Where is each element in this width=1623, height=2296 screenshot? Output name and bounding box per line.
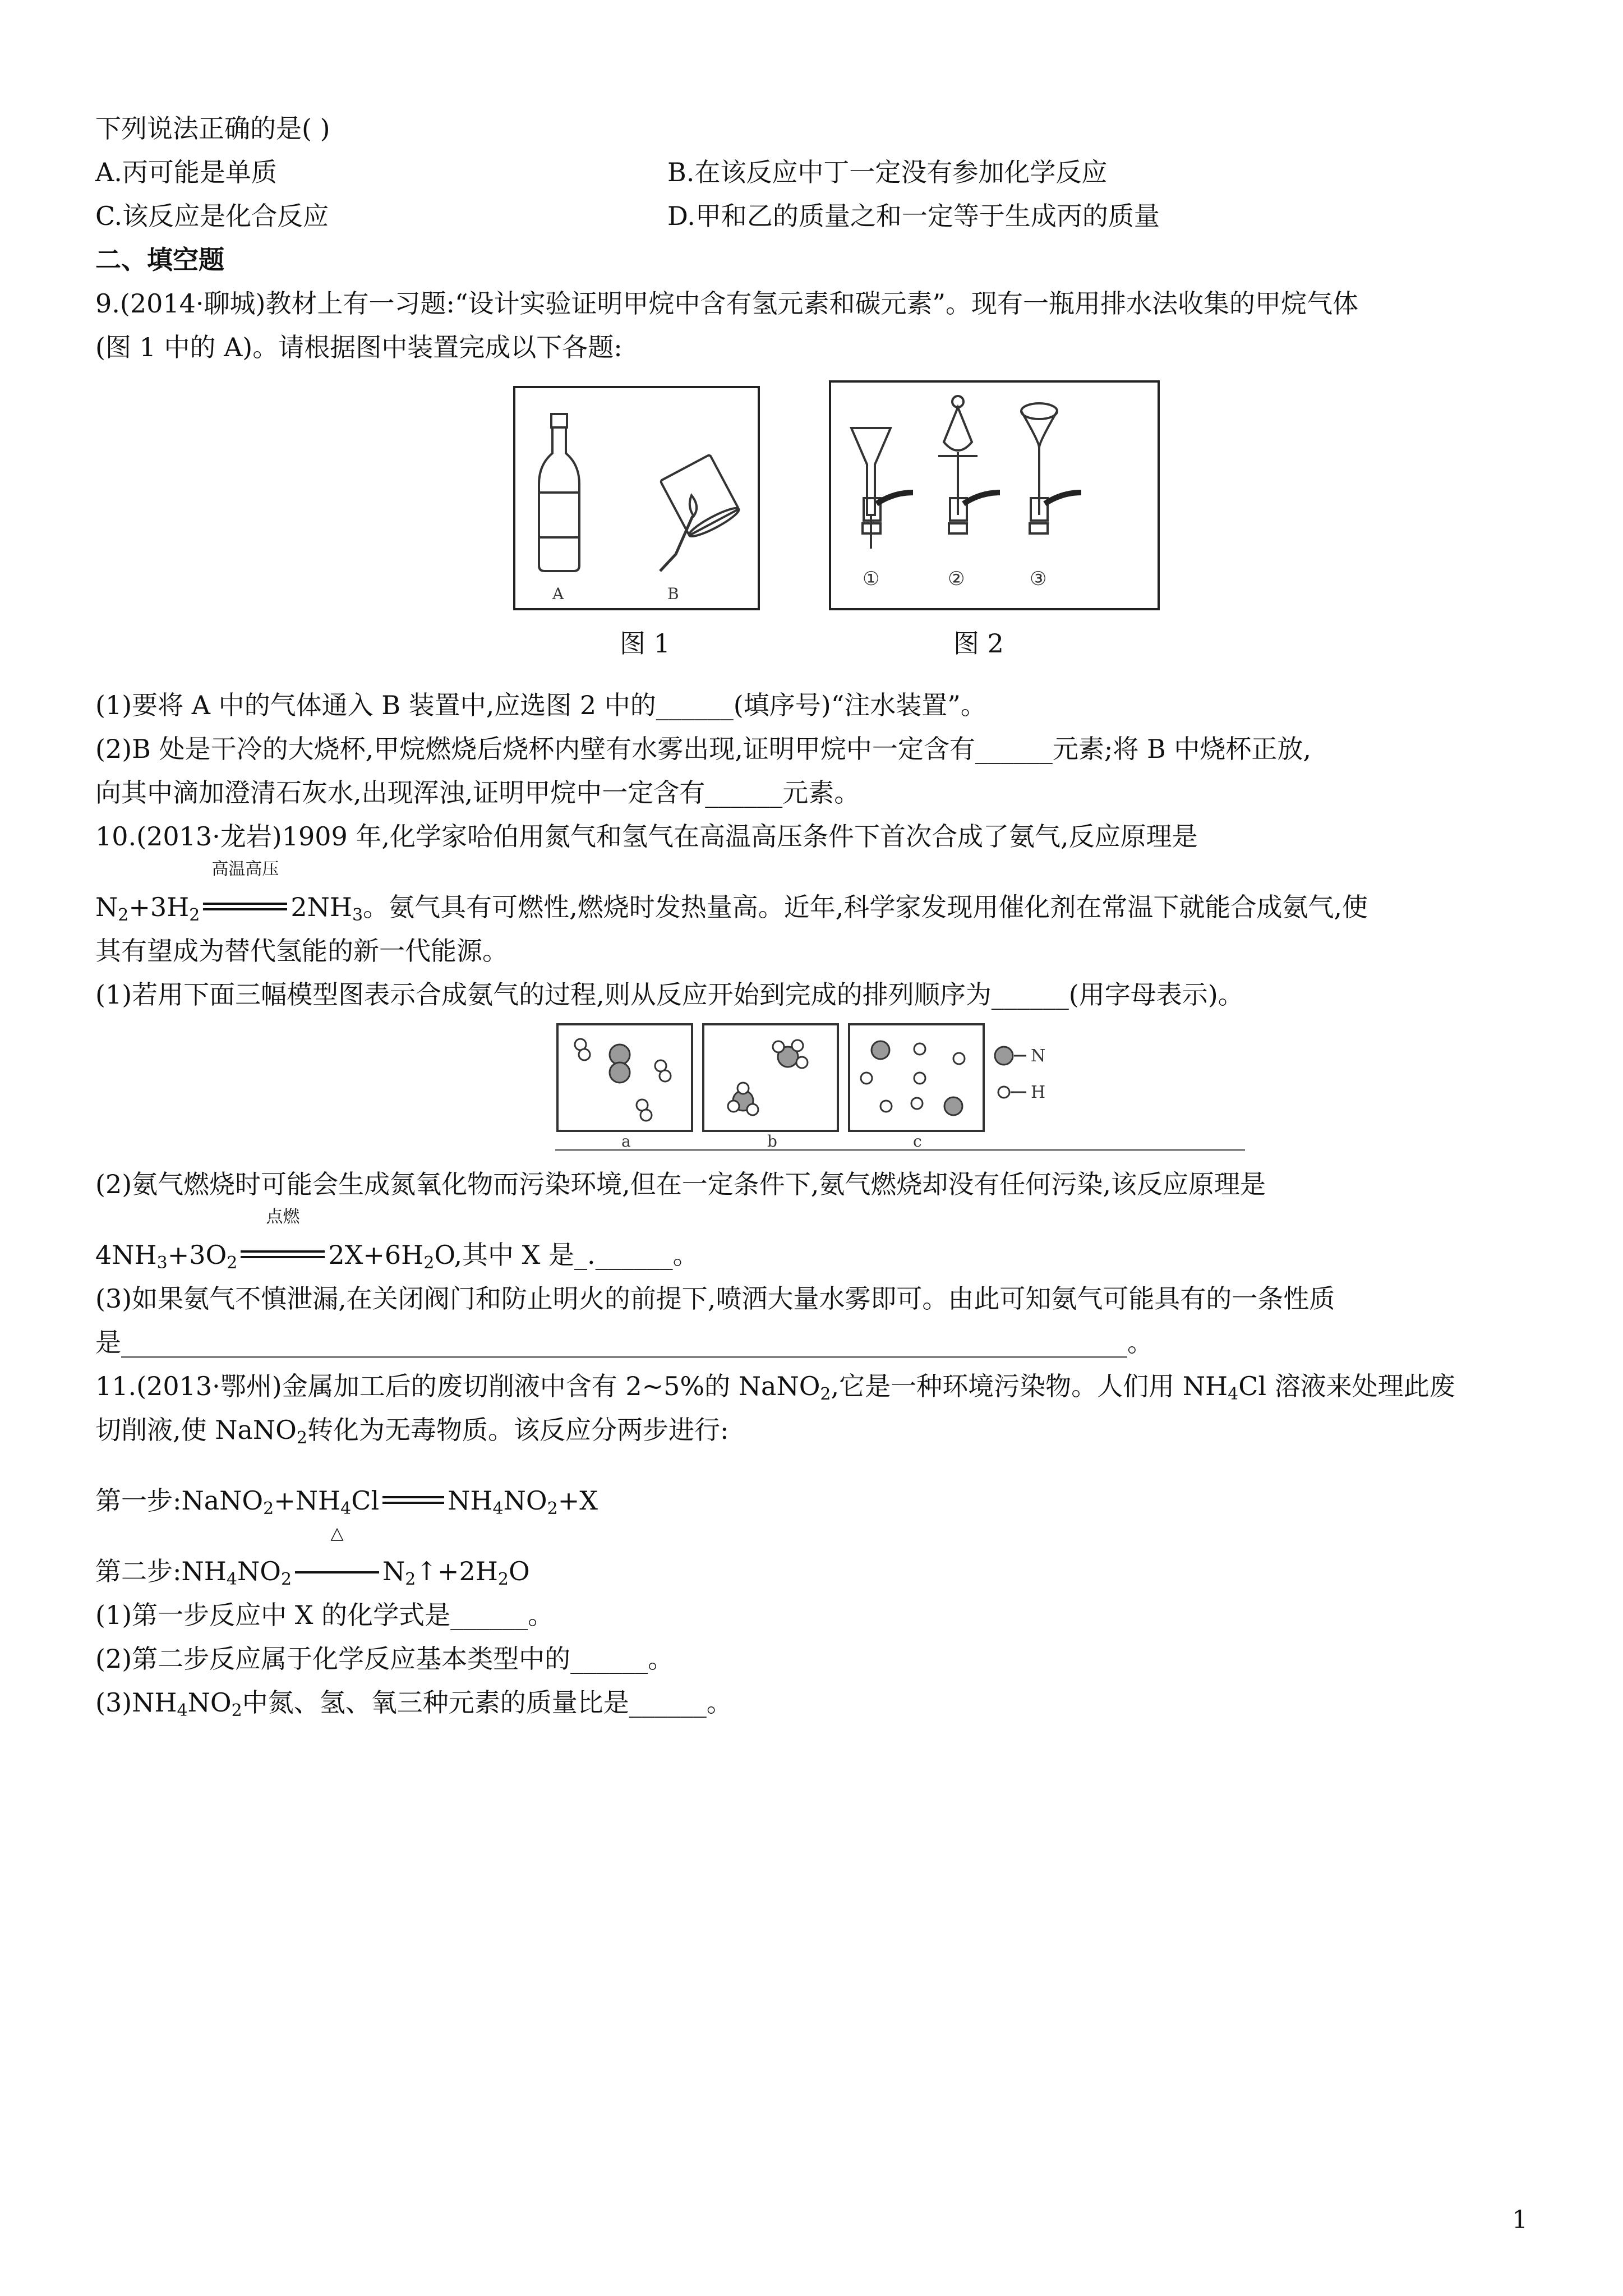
q11-sub1: (1)第一步反应中 X 的化学式是______。 — [95, 1600, 554, 1630]
q11-stem-2a: 切削液,使 NaNO — [95, 1415, 297, 1445]
q10-stem-line3: 其有望成为替代氢能的新一代能源。 — [95, 936, 508, 966]
q10-sub2-tail: ,其中 X 是_.______。 — [454, 1240, 699, 1270]
model-c — [861, 1041, 965, 1115]
q11-stem-line2: 切削液,使 NaNO$_2$转化为无毒物质。该反应分两步进行: — [95, 1415, 729, 1448]
fig1-label-a: A — [552, 585, 564, 603]
q8-option-d: D.甲和乙的质量之和一定等于生成丙的质量 — [667, 201, 1160, 231]
q10-equation-line: $N_2+3H_2$ 高温高压 $2NH_3$。氨气具有可燃性,燃烧时发热量高。近年,科学家发现用催化剂在常温下就能合成氨气,使 — [95, 885, 1531, 929]
q11-sub2: (2)第二步反应属于化学反应基本类型中的______。 — [95, 1644, 674, 1674]
q10-equation-arrow — [200, 859, 291, 929]
q10-sub2-arrow — [237, 1207, 328, 1277]
q9-stem-line1: 9.(2014·聊城)教材上有一习题:“设计实验证明甲烷中含有氢元素和碳元素”。现有一瓶用排水法收集的甲烷气体 — [95, 288, 1359, 319]
q10-sub3-line1: (3)如果氨气不慎泄漏,在关闭阀门和防止明火的前提下,喷洒大量水雾即可。由此可知氨气可能具有的一条性质 — [95, 1283, 1335, 1314]
legend-h: H — [1031, 1083, 1046, 1102]
fig1-label-b: B — [667, 585, 679, 603]
q10-sub2-condition: 点燃 — [266, 1207, 300, 1227]
section-title: 二、填空题 — [95, 245, 224, 275]
q9-stem-line2: (图 1 中的 A)。请根据图中装置完成以下各题: — [95, 332, 623, 362]
q10-model-figure — [95, 1016, 1531, 1162]
fig2-label-3: ③ — [1030, 568, 1047, 590]
q10-sub2-equation: $4NH_3+3O_2$ 点燃 $2X+6H_2O$,其中 X 是_.______。 — [95, 1233, 1531, 1277]
q11-sub3: $(3)NH_4NO_2$中氮、氢、氧三种元素的质量比是______。 — [95, 1687, 732, 1720]
q9-sub1: (1)要将 A 中的气体通入 B 装置中,应选图 2 中的______(填序号)“注水装置”。 — [95, 690, 986, 720]
q11-stem-1a: 11.(2013·鄂州)金属加工后的废切削液中含有 2~5%的 NaNO — [95, 1371, 820, 1401]
legend — [995, 1047, 1026, 1098]
q9-figures — [95, 369, 1531, 683]
q8-option-a: A.丙可能是单质 — [95, 157, 277, 187]
q11-sub3c: 中氮、氢、氧三种元素的质量比是______。 — [242, 1687, 732, 1718]
figure-1-caption: 图 1 — [620, 628, 670, 659]
q9-sub2-line2: 向其中滴加澄清石灰水,出现浑浊,证明甲烷中一定含有______元素。 — [95, 777, 860, 808]
separatory-funnel-device-2 — [938, 396, 1000, 533]
q11-stem-1c: Cl 溶液来处理此废 — [1238, 1371, 1455, 1401]
q8-option-c: C.该反应是化合反应 — [95, 201, 329, 231]
q11-stem-line1: 11.(2013·鄂州)金属加工后的废切削液中含有 2~5%的 NaNO$_2$,它是一种环境污染物。人们用 $NH_4Cl$ 溶液来处理此废 — [95, 1371, 1455, 1404]
q11-stem-1b: ,它是一种环境污染物。人们用 NH — [831, 1371, 1228, 1401]
figure-2 — [829, 380, 1160, 610]
legend-n: N — [1031, 1046, 1046, 1066]
q11-sub3a: (3)NH — [95, 1687, 177, 1718]
model-label-c: c — [913, 1132, 922, 1151]
model-label-a: a — [621, 1132, 631, 1151]
q8-option-b: B.在该反应中丁一定没有参加化学反应 — [667, 157, 1108, 187]
q11-step2: 第二步$:NH_4NO_2$ △ $N_2↑+2H_2O$ — [95, 1549, 1531, 1593]
q10-stem-line1: 10.(2013·龙岩)1909 年,化学家哈伯用氮气和氢气在高温高压条件下首次合成了氨气,反应原理是 — [95, 821, 1198, 852]
gas-bottle-a — [539, 414, 579, 571]
q11-sub3b: NO — [187, 1687, 232, 1718]
model-label-b: b — [767, 1132, 777, 1151]
funnel-device-1 — [851, 428, 913, 549]
figure-2-caption: 图 2 — [953, 628, 1004, 659]
q8-stem: 下列说法正确的是( ) — [95, 113, 330, 144]
model-b — [728, 1040, 808, 1115]
q11-step1: 第一步$:NaNO_2+NH_4Cl$ $NH_4NO_2+X$ — [95, 1485, 598, 1519]
document-page — [95, 107, 1531, 1724]
q10-stem-line2: 。氨气具有可燃性,燃烧时发热量高。近年,科学家发现用催化剂在常温下就能合成氨气,使 — [363, 892, 1368, 922]
q10-sub1: (1)若用下面三幅模型图表示合成氨气的过程,则从反应开始到完成的排列顺序为______(用字母表示)。 — [95, 979, 1244, 1010]
q11-stem-2b: 转化为无毒物质。该反应分两步进行: — [307, 1415, 729, 1445]
q8-options — [95, 150, 1531, 238]
q10-condition: 高温高压 — [211, 859, 279, 879]
figure-1 — [513, 386, 760, 610]
q11-step1-label: 第一步: — [95, 1485, 182, 1516]
q11-step2-arrow — [292, 1524, 382, 1593]
fig2-label-2: ② — [948, 568, 965, 590]
page-number: 1 — [1512, 2206, 1528, 2234]
q9-sub2-line1: (2)B 处是干冷的大烧杯,甲烷燃烧后烧杯内壁有水雾出现,证明甲烷中一定含有______元素;将 B 中烧杯正放, — [95, 734, 1311, 764]
q10-sub2-line1: (2)氨气燃烧时可能会生成氮氧化物而污染环境,但在一定条件下,氨气燃烧却没有任何污染,该反应原理是 — [95, 1169, 1266, 1199]
beaker-b — [660, 454, 741, 571]
q10-sub3-line2: 是______________________________________________________________________________。 — [95, 1327, 1153, 1358]
fig2-label-1: ① — [863, 568, 880, 590]
q11-step2-condition: △ — [330, 1524, 344, 1543]
q11-step2-label: 第二步: — [95, 1556, 182, 1586]
long-funnel-device-3 — [1021, 403, 1081, 533]
molecule-models — [555, 1022, 1245, 1157]
model-a — [575, 1039, 671, 1121]
